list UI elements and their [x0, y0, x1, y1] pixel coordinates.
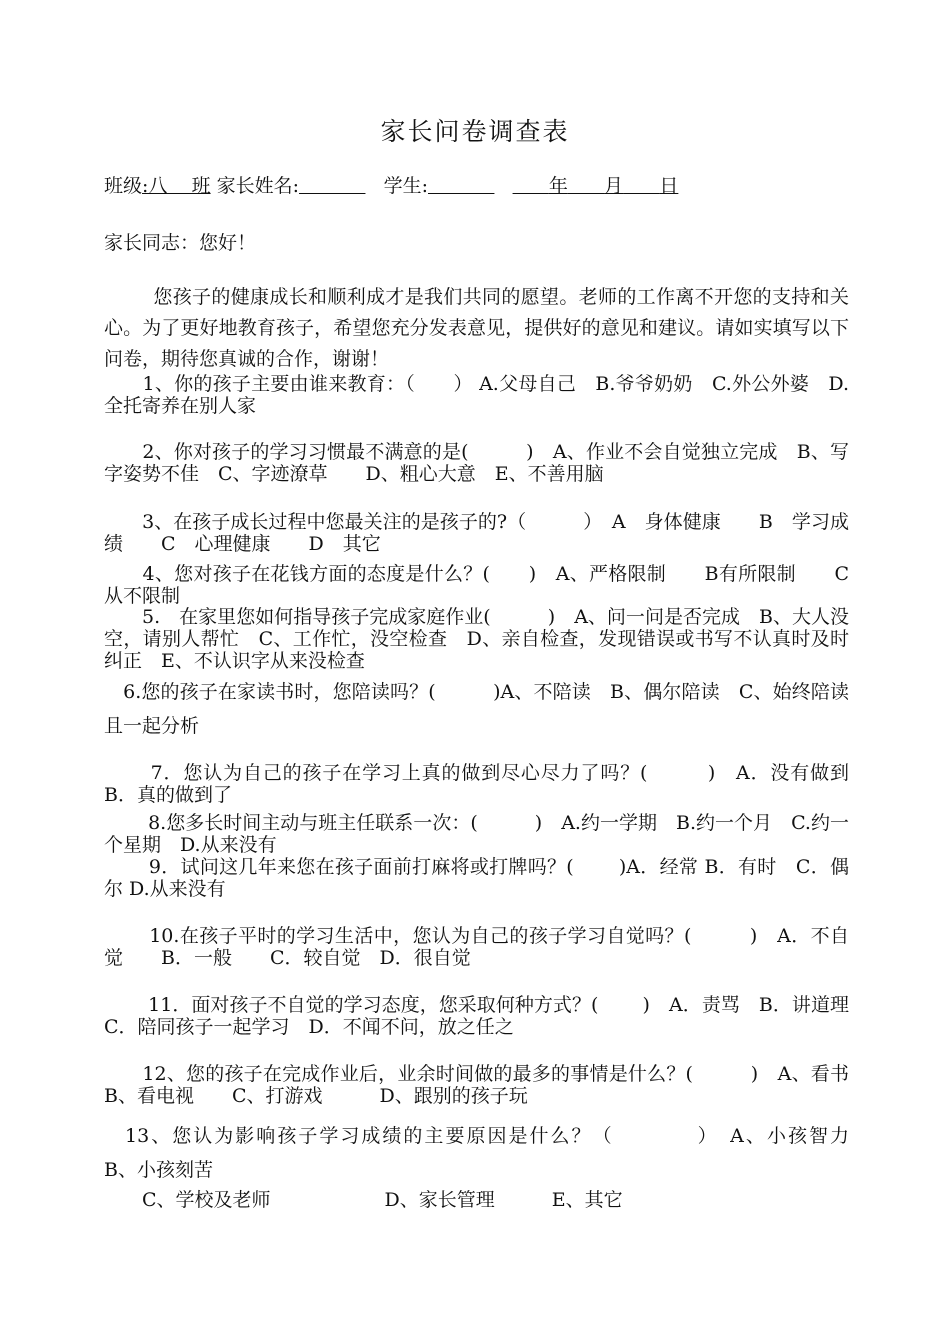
- question-1: 1、你的孩子主要由谁来教育：（ ） A.父母自己 B.爷爷奶奶 C.外公外婆 D.全托寄养在别人家: [104, 373, 849, 417]
- parent-name-field[interactable]: [299, 175, 365, 197]
- student-label: 学生:: [383, 175, 428, 197]
- question-7: 7．您认为自己的孩子在学习上真的做到尽心尽力了吗？( ) A．没有做到 B．真的做到了: [104, 762, 869, 806]
- question-5: 5. 在家里您如何指导孩子完成家庭作业( ) A、问一问是否完成 B、大人没空，请别人帮忙 C、工作忙，没空检查 D、亲自检查，发现错误或书写不认真时及时纠正 E、不认识字从来没检查: [104, 606, 849, 672]
- question-13-options: C、学校及老师 D、家长管理 E、其它: [104, 1189, 623, 1211]
- header-info-line: [104, 172, 849, 200]
- question-4: 4、您对孩子在花钱方面的态度是什么？( ) A、严格限制 B有所限制 C从不限制: [104, 563, 849, 607]
- parent-name-label: 家长姓名:: [216, 175, 300, 197]
- class-label: 班级: [104, 175, 143, 197]
- question-2: 2、你对孩子的学习习惯最不满意的是( ) A、作业不会自觉独立完成 B、写字姿势不佳 C、字迹潦草 D、粗心大意 E、不善用脑: [104, 441, 849, 485]
- greeting: 家长同志：您好！: [104, 232, 257, 254]
- question-12: 12、您的孩子在完成作业后，业余时间做的最多的事情是什么？( ) A、看书 B、看电视 C、打游戏 D、跟别的孩子玩: [104, 1063, 888, 1107]
- question-3: 3、在孩子成长过程中您最关注的是孩子的?（ ） A 身体健康 B 学习成绩 C 心理健康 D 其它: [104, 511, 849, 555]
- question-6: 6.您的孩子在家读书时，您陪读吗？( )A、不陪读 B、偶尔陪读 C、始终陪读且一起分析: [104, 681, 849, 737]
- year-label: 年: [548, 175, 568, 197]
- question-8: 8.您多长时间主动与班主任联系一次：( ) A.约一学期 B.约一个月 C.约一个星期 D.从来没有: [104, 812, 849, 856]
- question-10: 10.在孩子平时的学习生活中，您认为自己的孩子学习自觉吗？( ) A．不自觉 B．一般 C．较自觉 D．很自觉: [104, 925, 849, 969]
- question-13: 13、您认为影响孩子学习成绩的主要原因是什么？（ ） A、小孩智力 B、小孩刻苦: [104, 1125, 907, 1181]
- page-title: 家长问卷调查表: [380, 117, 570, 146]
- student-name-field[interactable]: [428, 175, 494, 197]
- question-11: 11．面对孩子不自觉的学习态度，您采取何种方式？( ) A．责骂 B．讲道理 C．陪同孩子一起学习 D．不闻不问，放之任之: [104, 994, 888, 1038]
- class-field[interactable]: :八 班: [142, 175, 211, 197]
- question-9: 9．试问这几年来您在孩子面前打麻将或打牌吗？( )A．经常 B．有时 C．偶尔 D.从来没有: [104, 856, 849, 900]
- month-label: 月: [604, 175, 624, 197]
- intro-paragraph: 您孩子的健康成长和顺利成才是我们共同的愿望。老师的工作离不开您的支持和关心。为了更好地教育孩子，希望您充分发表意见，提供好的意见和建议。请如实填写以下问卷，期待您真诚的合作，谢谢！: [104, 286, 849, 370]
- day-label: 日: [659, 175, 679, 197]
- date-field[interactable]: [513, 175, 679, 197]
